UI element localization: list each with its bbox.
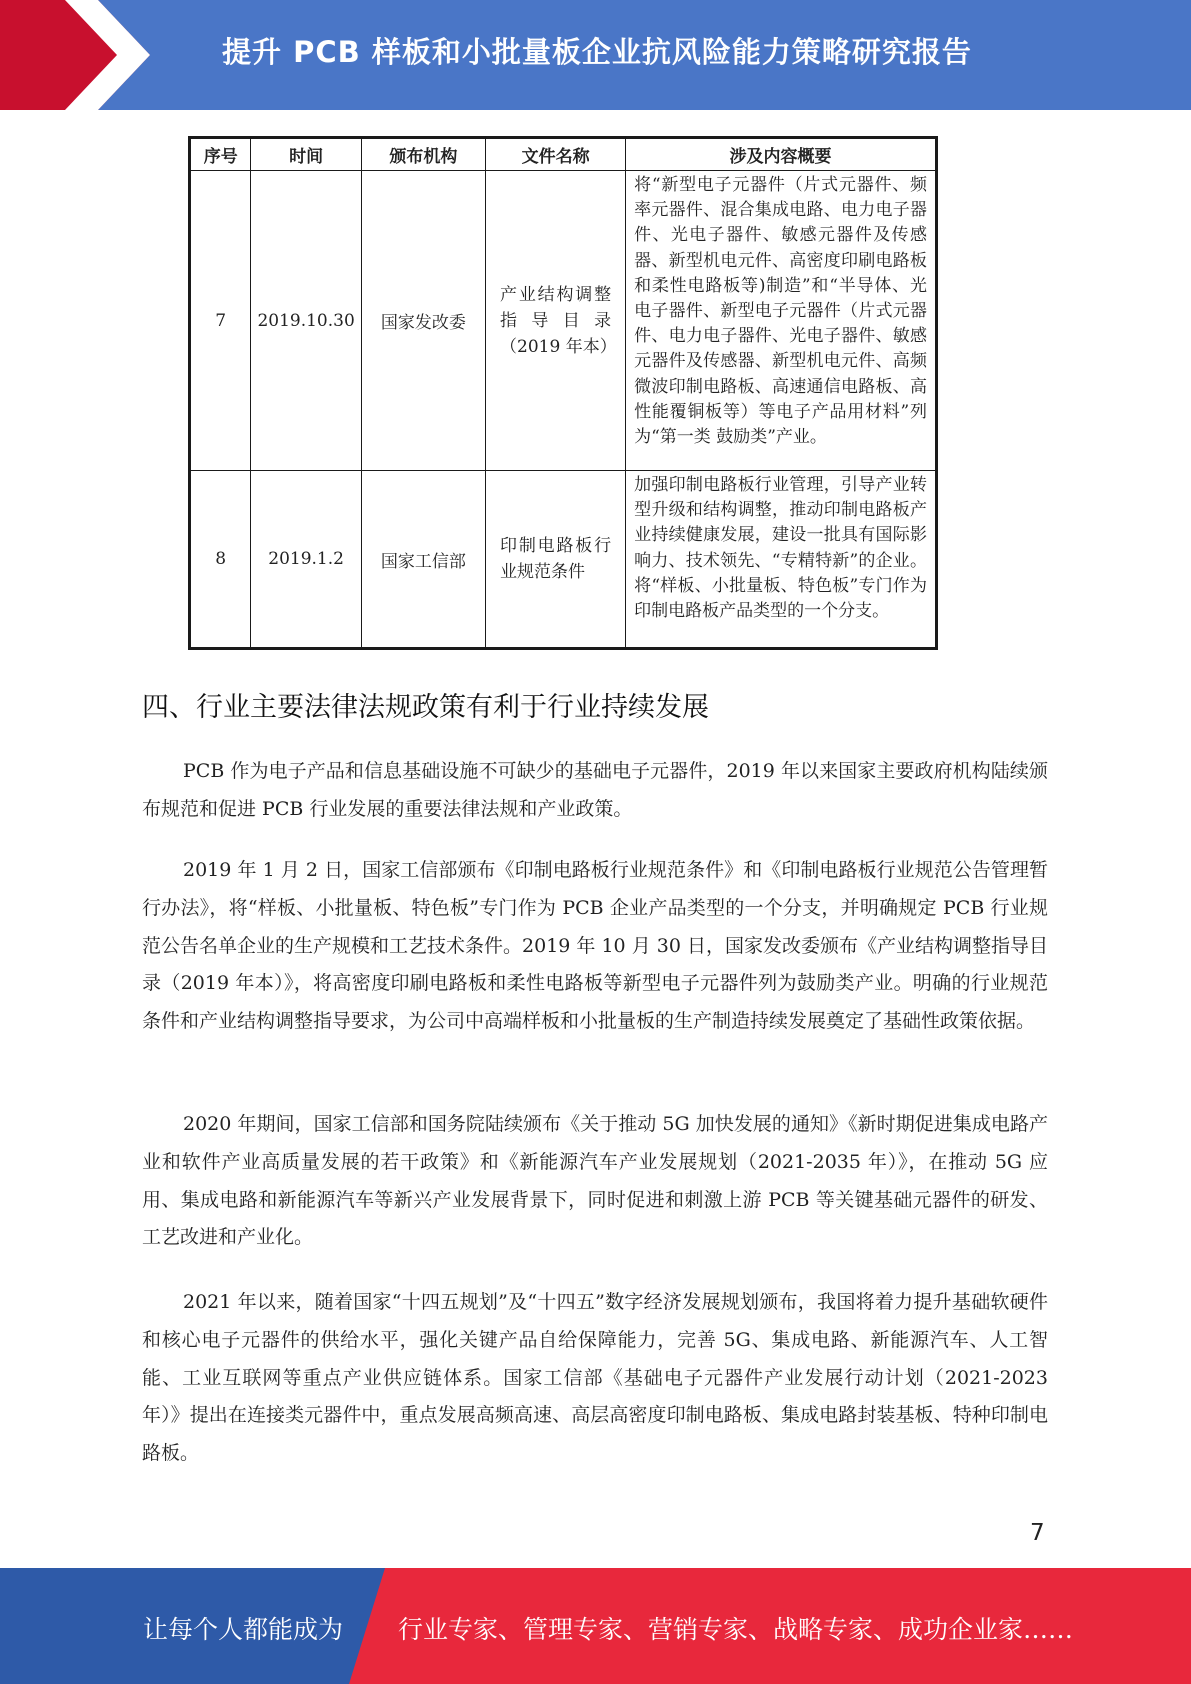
- column-header-date: 时间: [251, 138, 361, 171]
- cell-no: 8: [190, 471, 251, 649]
- cell-summary: 加强印制电路板行业管理，引导产业转型升级和结构调整，推动印制电路板产业持续健康发展，建设一批具有国际影响力、技术领先、“专精特新”的企业。将“样板、小批量板、特色板”专门作为印制电路板产品类型的一个分支。: [626, 471, 937, 649]
- cell-document: 印制电路板行业规范条件: [486, 471, 626, 649]
- section-heading: 四、行业主要法律法规政策有利于行业持续发展: [142, 692, 709, 723]
- column-header-issuer: 颁布机构: [361, 138, 485, 171]
- column-header-document: 文件名称: [486, 138, 626, 171]
- body-paragraph: 2019 年 1 月 2 日，国家工信部颁布《印制电路板行业规范条件》和《印制电路板行业规范公告管理暂行办法》，将“样板、小批量板、特色板”专门作为 PCB 企业产品类型的一个分支，并明确规定 PCB 行业规范公告名单企业的生产规模和工艺技术条件。2019 年 10 月 30 日，国家发改委颁布《产业结构调整指导目录（2019 年本）》，将高密度印刷电路板和柔性电路板等新型电子元器件列为鼓励类产业。明确的行业规范条件和产业结构调整指导要求，为公司中高端样板和小批量板的生产制造持续发展奠定了基础性政策依据。: [142, 859, 1048, 1033]
- page-number: 7: [1030, 1520, 1045, 1546]
- body-paragraph: 2020 年期间，国家工信部和国务院陆续颁布《关于推动 5G 加快发展的通知》《新时期促进集成电路产业和软件产业高质量发展的若干政策》和《新能源汽车产业发展规划（2021-2035 年）》，在推动 5G 应用、集成电路和新能源汽车等新兴产业发展背景下，同时促进和刺激上游 PCB 等关键基础元器件的研发、工艺改进和产业化。: [142, 1113, 1048, 1249]
- cell-no: 7: [190, 171, 251, 471]
- column-header-no: 序号: [190, 138, 251, 171]
- cell-date: 2019.1.2: [251, 471, 361, 649]
- body-paragraph: PCB 作为电子产品和信息基础设施不可缺少的基础电子元器件，2019 年以来国家主要政府机构陆续颁布规范和促进 PCB 行业发展的重要法律法规和产业政策。: [142, 760, 1048, 820]
- column-header-summary: 涉及内容概要: [626, 138, 937, 171]
- cell-issuer: 国家发改委: [361, 171, 485, 471]
- footer-slogan-right: 行业专家、管理专家、营销专家、战略专家、成功企业家……: [398, 1615, 1074, 1644]
- footer-slogan-left: 让每个人都能成为: [143, 1615, 344, 1644]
- cell-summary: 将“新型电子元器件（片式元器件、频率元器件、混合集成电路、电力电子器件、光电子器件、敏感元器件及传感器、新型机电元件、高密度印刷电路板和柔性电路板等)制造”和“半导体、光电子器件、新型电子元器件（片式元器件、电力电子器件、光电子器件、敏感元器件及传感器、新型机电元件、高频微波印制电路板、高速通信电路板、高性能覆铜板等）等电子产品用材料”列为“第一类 鼓励类”产业。: [626, 171, 937, 471]
- header-arrow-icon: [0, 0, 150, 110]
- document-title: 提升 PCB 样板和小批量板企业抗风险能力策略研究报告: [222, 35, 972, 69]
- cell-issuer: 国家工信部: [361, 471, 485, 649]
- table-header-row: [190, 138, 937, 171]
- footer-band: [0, 1568, 1191, 1684]
- header-band: [0, 0, 1191, 110]
- body-paragraph: 2021 年以来，随着国家“十四五规划”及“十四五”数字经济发展规划颁布，我国将着力提升基础软硬件和核心电子元器件的供给水平，强化关键产品自给保障能力，完善 5G、集成电路、新能源汽车、人工智能、工业互联网等重点产业供应链体系。国家工信部《基础电子元器件产业发展行动计划（2021-2023 年）》提出在连接类元器件中，重点发展高频高速、高层高密度印制电路板、集成电路封装基板、特种印制电路板。: [142, 1291, 1048, 1465]
- cell-document: 产业结构调整指导目录（2019 年本）: [486, 171, 626, 471]
- policy-table: [188, 136, 938, 650]
- table-row: [190, 171, 937, 471]
- policy-table-container: [188, 136, 938, 650]
- table-row: [190, 471, 937, 649]
- cell-date: 2019.10.30: [251, 171, 361, 471]
